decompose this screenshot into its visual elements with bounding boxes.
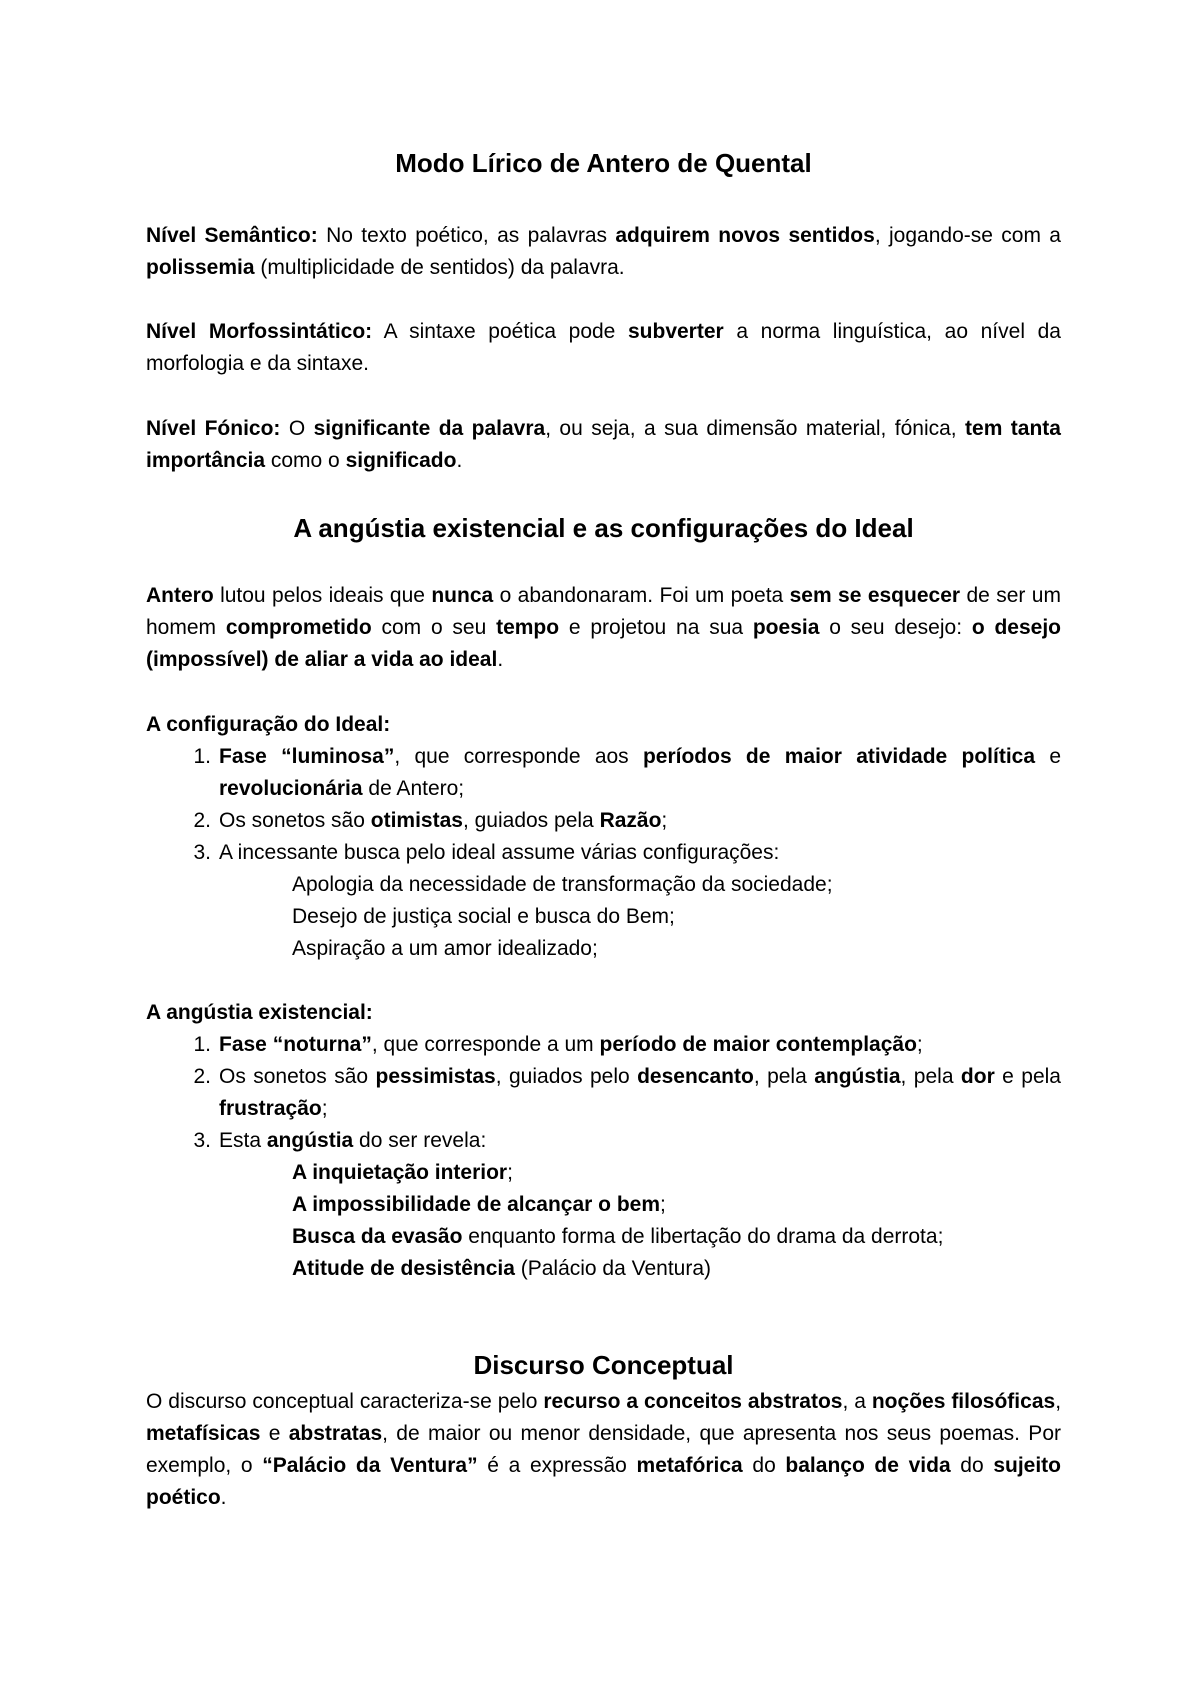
list-number: 2. <box>193 1065 211 1088</box>
sub-list-item <box>292 1189 666 1221</box>
text-run: do <box>950 1454 994 1477</box>
text-run: , <box>1055 1390 1062 1413</box>
sub-list-item <box>292 1221 943 1253</box>
list-number: 3. <box>193 1129 211 1152</box>
text-run: o seu desejo: <box>819 616 972 639</box>
bold-text-run: Fase “luminosa” <box>219 745 395 768</box>
bold-text-run: frustração <box>219 1097 322 1120</box>
bold-text-run: noções filosóficas <box>871 1390 1056 1413</box>
bold-text-run: significante da palavra <box>313 417 546 440</box>
bold-text-run: angústia <box>266 1129 354 1152</box>
text-run: é a expressão <box>477 1454 637 1477</box>
text-run: . <box>456 449 463 472</box>
text-run: O discurso conceptual caracteriza-se pelo <box>146 1390 544 1413</box>
text-run: , pela <box>753 1065 815 1088</box>
text-run: e <box>1035 745 1061 768</box>
bold-text-run: pessimistas <box>375 1065 496 1088</box>
bold-text-run: metafórica <box>636 1454 743 1477</box>
text-run: , jogando-se com a <box>874 224 1061 247</box>
bold-text-run: otimistas <box>370 809 463 832</box>
bold-text-run: revolucionária <box>219 777 363 800</box>
text-run: de Antero; <box>362 777 465 800</box>
text-run: Desejo de justiça social e busca do Bem; <box>292 905 675 928</box>
bold-text-run: período de maior contemplação <box>599 1033 917 1056</box>
text-run: No texto poético, as palavras <box>317 224 616 247</box>
sub-list-item <box>292 1157 513 1189</box>
sub-list-item <box>292 901 675 933</box>
bold-text-run: angústia <box>814 1065 901 1088</box>
bold-text-run: significado <box>345 449 457 472</box>
sub-list-item <box>292 933 598 965</box>
bold-text-run: Antero <box>146 584 214 607</box>
bold-text-run: Fase “noturna” <box>219 1033 372 1056</box>
bold-text-run: tempo <box>496 616 560 639</box>
text-run: , que corresponde a um <box>371 1033 600 1056</box>
text-run: A incessante busca pelo ideal assume várias configurações: <box>219 841 780 864</box>
list-item <box>193 741 1061 805</box>
text-run: ; <box>661 809 668 832</box>
list-item-text <box>219 1029 1061 1061</box>
bold-text-run: subverter <box>627 320 724 343</box>
list-item-text <box>219 805 1061 837</box>
bold-text-run: poesia <box>752 616 820 639</box>
text-run: de ser um homem <box>146 584 1061 639</box>
text-run: , ou seja, a sua dimensão material, fónica, <box>545 417 966 440</box>
text-run: . <box>497 648 504 671</box>
list-item <box>193 1125 1061 1157</box>
document-title: Modo Lírico de Antero de Quental <box>395 148 812 178</box>
text-run: com o seu <box>371 616 497 639</box>
paragraph-antero <box>146 580 1061 676</box>
text-run: como o <box>265 449 346 472</box>
list-number: 2. <box>193 809 211 832</box>
text-run: enquanto forma de libertação do drama da derrota; <box>462 1225 944 1248</box>
text-run: , pela <box>900 1065 961 1088</box>
text-run: , de maior ou menor densidade, que apresenta nos seus poemas. Por exemplo, o <box>146 1422 1061 1477</box>
text-run: ; <box>660 1193 666 1216</box>
bold-text-run: sujeito poético <box>146 1454 1061 1509</box>
bold-text-run: metafísicas <box>146 1422 261 1445</box>
paragraph-nivel-morfossintatico <box>146 316 1061 380</box>
text-run: lutou pelos ideais que <box>213 584 432 607</box>
text-run: , a <box>842 1390 872 1413</box>
text-run: do <box>742 1454 786 1477</box>
text-run: . <box>220 1486 227 1509</box>
text-run: a norma linguística, ao nível da morfologia e da sintaxe. <box>146 320 1061 375</box>
paragraph-nivel-fonico <box>146 413 1061 477</box>
list-number: 3. <box>193 841 211 864</box>
heading-configuracao-ideal: A configuração do Ideal: <box>146 713 391 736</box>
section-title-angustia-ideal: A angústia existencial e as configurações do Ideal <box>293 513 914 543</box>
list-number: 1. <box>193 1033 211 1056</box>
heading-angustia-existencial: A angústia existencial: <box>146 1001 373 1024</box>
list-item <box>193 805 1061 837</box>
text-run: O <box>280 417 314 440</box>
text-run: ; <box>507 1161 513 1184</box>
text-run: ; <box>321 1097 328 1120</box>
bold-text-run: Busca da evasão <box>292 1225 463 1248</box>
bold-text-run: A impossibilidade de alcançar o bem <box>292 1193 661 1216</box>
bold-text-run: sem se esquecer <box>789 584 961 607</box>
list-item <box>193 1061 1061 1125</box>
sub-list-item <box>292 1253 711 1285</box>
text-run: e pela <box>994 1065 1061 1088</box>
list-item-text <box>219 837 1061 869</box>
text-run: Os sonetos são <box>219 809 371 832</box>
bold-text-run: adquirem novos sentidos <box>615 224 875 247</box>
bold-text-run: Nível Morfossintático: <box>146 320 373 343</box>
list-item-text <box>219 741 1061 805</box>
list-item-text <box>219 1061 1061 1125</box>
text-run: Apologia da necessidade de transformação da sociedade; <box>292 873 833 896</box>
bold-text-run: Nível Semântico: <box>146 224 318 247</box>
bold-text-run: o desejo (impossível) de aliar a vida ao ideal <box>146 616 1061 671</box>
bold-text-run: dor <box>960 1065 995 1088</box>
bold-text-run: Nível Fónico: <box>146 417 281 440</box>
text-run: Os sonetos são <box>219 1065 376 1088</box>
paragraph-discurso-conceptual <box>146 1386 1061 1514</box>
text-run: (multiplicidade de sentidos) da palavra. <box>254 256 625 279</box>
text-run: do ser revela: <box>353 1129 487 1152</box>
section-title-discurso-conceptual: Discurso Conceptual <box>473 1350 734 1380</box>
list-item <box>193 837 1061 869</box>
bold-text-run: comprometido <box>225 616 372 639</box>
text-run: , guiados pela <box>462 809 600 832</box>
bold-text-run: desencanto <box>637 1065 754 1088</box>
text-run: , guiados pelo <box>495 1065 638 1088</box>
text-run: ; <box>916 1033 923 1056</box>
bold-text-run: Razão <box>599 809 662 832</box>
bold-text-run: balanço de vida <box>785 1454 951 1477</box>
bold-text-run: nunca <box>431 584 494 607</box>
bold-text-run: “Palácio da Ventura” <box>262 1454 478 1477</box>
bold-text-run: polissemia <box>146 256 255 279</box>
list-number: 1. <box>193 745 211 768</box>
text-run: A sintaxe poética pode <box>372 320 628 343</box>
text-run: (Palácio da Ventura) <box>514 1257 712 1280</box>
bold-text-run: tem tanta importância <box>146 417 1061 472</box>
bold-text-run: Atitude de desistência <box>292 1257 515 1280</box>
list-item <box>193 1029 1061 1061</box>
text-run: Aspiração a um amor idealizado; <box>292 937 598 960</box>
bold-text-run: períodos de maior atividade política <box>642 745 1036 768</box>
list-item-text <box>219 1125 1061 1157</box>
paragraph-nivel-semantico <box>146 220 1061 284</box>
text-run: e projetou na sua <box>559 616 753 639</box>
text-run: o abandonaram. Foi um poeta <box>493 584 790 607</box>
bold-text-run: abstratas <box>288 1422 383 1445</box>
text-run: Esta <box>219 1129 267 1152</box>
bold-text-run: A inquietação interior <box>292 1161 508 1184</box>
sub-list-item <box>292 869 833 901</box>
text-run: , que corresponde aos <box>394 745 643 768</box>
text-run: e <box>260 1422 289 1445</box>
bold-text-run: recurso a conceitos abstratos <box>543 1390 843 1413</box>
